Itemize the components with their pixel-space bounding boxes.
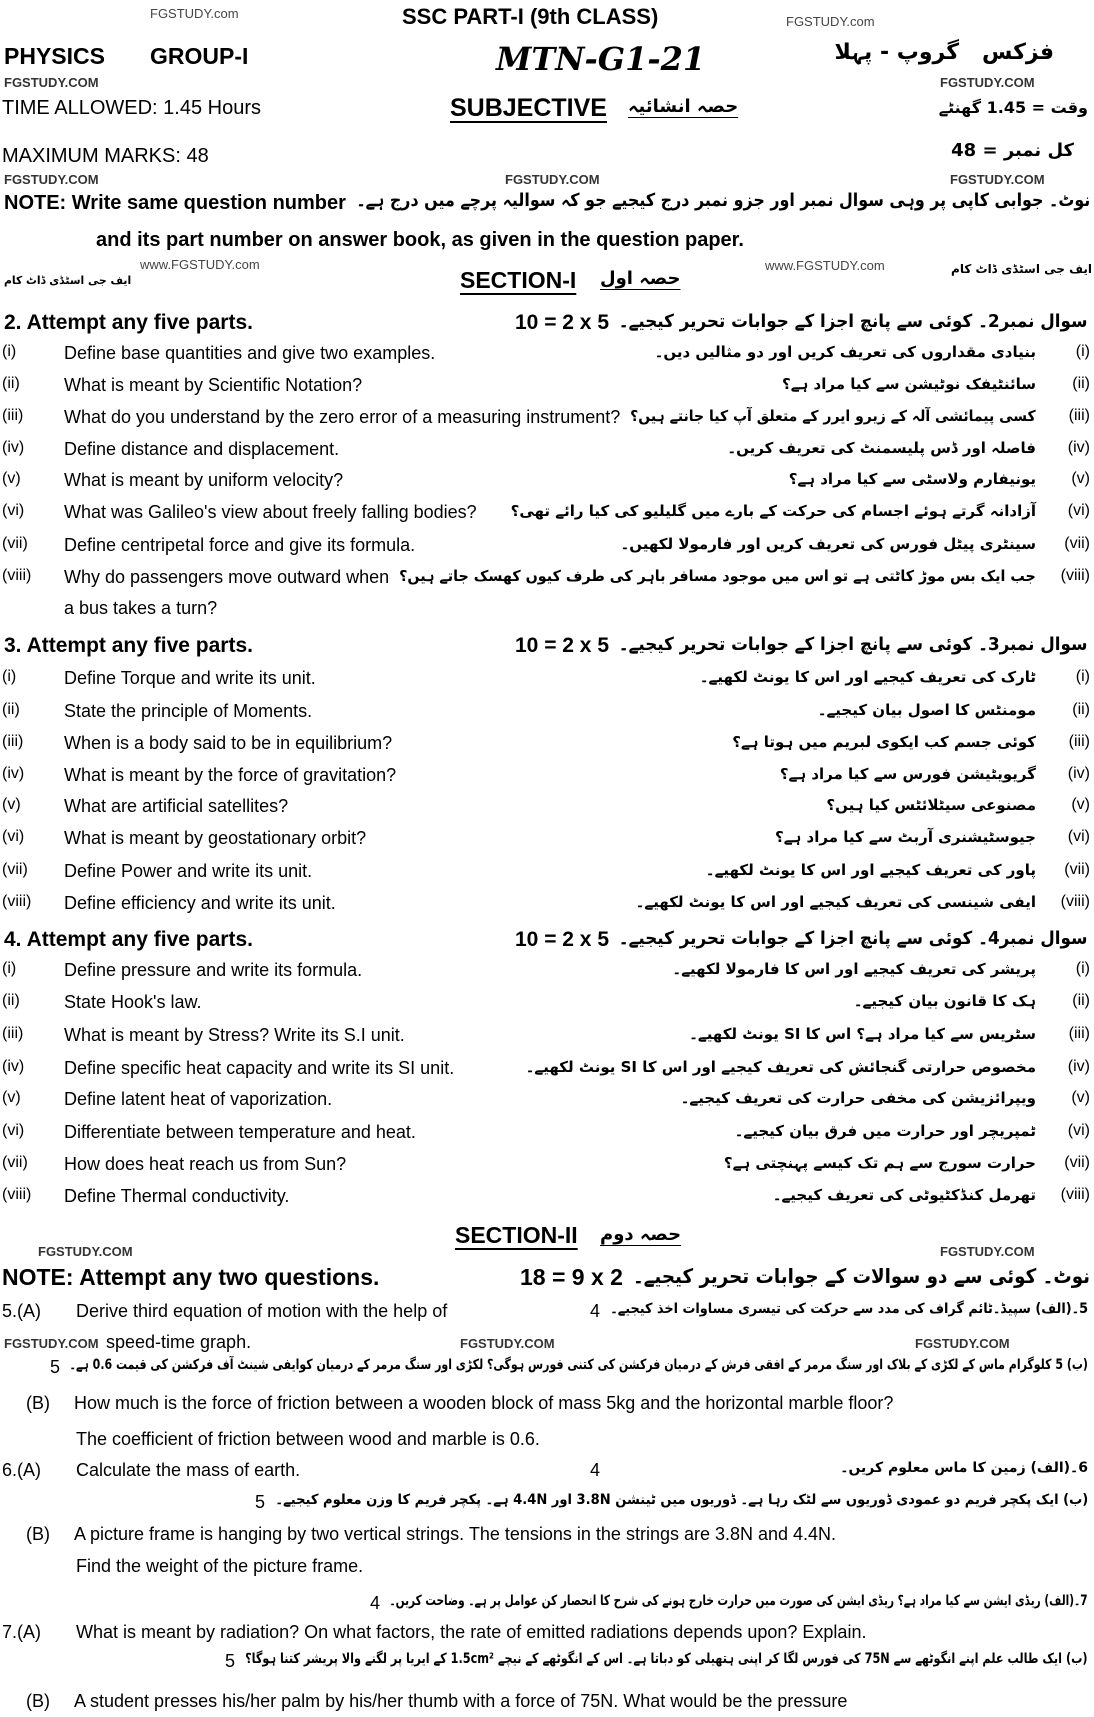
part-text: Define latent heat of vaporization.: [64, 1089, 333, 1109]
part-text: Define pressure and write its formula.: [64, 960, 363, 980]
question-header-urdu: سوال نمبر2۔ کوئی سے پانچ اجزا کے جوابات تحریر کیجیے۔: [619, 311, 1088, 332]
question-marks: 10 = 2 x 5: [515, 634, 609, 657]
note-urdu: نوٹ۔ جوابی کاپی پر وہی سوال نمبر اور جزو نمبر درج کیجیے جو کہ سوالیہ پرچے میں درج ہے۔: [356, 190, 1090, 211]
question-number: (B): [26, 1691, 50, 1711]
part-text-urdu: ٹارک کی تعریف کیجیے اور اس کا یونٹ لکھیے۔: [699, 668, 1036, 686]
part-text-urdu: ہک کا قانون بیان کیجیے۔: [853, 992, 1036, 1010]
watermark: www.FGSTUDY.com: [765, 258, 885, 273]
part-number-urdu: (vii): [1064, 535, 1090, 552]
part-number: (iv): [2, 765, 25, 782]
part-text-urdu: تھرمل کنڈکٹیوٹی کی تعریف کیجیے۔: [772, 1186, 1036, 1204]
part-number: (vii): [2, 535, 28, 552]
question-text: A picture frame is hanging by two vertical strings. The tensions in the strings are 3.8N and 4.4N.: [74, 1524, 837, 1544]
watermark: FGSTUDY.COM: [4, 1336, 99, 1351]
watermark: FGSTUDY.COM: [38, 1244, 133, 1259]
question-header: 2. Attempt any five parts.: [4, 311, 253, 334]
part-number: (ii): [2, 701, 20, 718]
note-line-2: and its part number on answer book, as given in the question paper.: [96, 229, 744, 251]
part-number: (i): [2, 343, 17, 360]
part-text: State the principle of Moments.: [64, 701, 313, 721]
part-number-urdu: (viii): [1060, 1186, 1090, 1203]
part-number-urdu: (iii): [1068, 733, 1090, 750]
part-text: Define Power and write its unit.: [64, 861, 313, 881]
subjective-urdu: حصہ انشائیہ: [628, 96, 739, 117]
part-number-urdu: (vi): [1067, 502, 1090, 519]
watermark: www.FGSTUDY.com: [140, 257, 260, 272]
part-text-urdu: مومنٹس کا اصول بیان کیجیے۔: [817, 701, 1036, 719]
part-text-urdu: مخصوص حرارتی گنجائش کی تعریف کیجیے اور اس کا SI یونٹ لکھیے۔: [525, 1058, 1036, 1076]
watermark: FGSTUDY.COM: [460, 1336, 555, 1351]
part-text-urdu: آزادانہ گرتے ہوئے اجسام کی حرکت کے بارے میں گلیلیو کی کیا رائے تھی؟: [510, 502, 1036, 520]
paper-title: SSC PART-I (9th CLASS): [402, 4, 659, 29]
part-text-urdu: کسی پیمائشی آلہ کے زیرو ایرر کے متعلق آپ کیا جانتے ہیں؟: [630, 407, 1036, 425]
part-text: What is meant by uniform velocity?: [64, 470, 344, 490]
question-number: 5.(A): [2, 1301, 42, 1321]
part-number: (vi): [2, 502, 25, 519]
section-1-title-urdu: حصہ اول: [600, 268, 681, 289]
question-marks: 5: [255, 1492, 266, 1512]
time-allowed: TIME ALLOWED: 1.45 Hours: [2, 97, 261, 119]
part-number-urdu: (iv): [1067, 439, 1090, 456]
part-text-urdu: پریشر کی تعریف کیجیے اور اس کا فارمولا لکھیے۔: [672, 960, 1036, 978]
question-header-urdu: سوال نمبر3۔ کوئی سے پانچ اجزا کے جوابات تحریر کیجیے۔: [619, 634, 1088, 655]
question-marks: 10 = 2 x 5: [515, 311, 609, 334]
part-text-urdu: ٹمپریچر اور حرارت میں فرق بیان کیجیے۔: [734, 1122, 1036, 1140]
part-text: Define Torque and write its unit.: [64, 668, 316, 688]
part-number: (viii): [2, 1186, 32, 1203]
part-text: Define distance and displacement.: [64, 439, 340, 459]
question-header: 4. Attempt any five parts.: [4, 928, 253, 951]
part-number-urdu: (vii): [1064, 861, 1090, 878]
question-text-urdu: 6۔(الف) زمین کا ماس معلوم کریں۔: [840, 1460, 1088, 1476]
part-number: (iii): [2, 407, 24, 424]
watermark: FGSTUDY.com: [150, 6, 239, 21]
subject-group-urdu: [834, 40, 1054, 65]
part-text-urdu: سٹریس سے کیا مراد ہے؟ اس کا SI یونٹ لکھیے۔: [689, 1025, 1036, 1043]
question-number: (B): [26, 1393, 50, 1413]
part-number-urdu: (v): [1071, 470, 1090, 487]
part-text-urdu: گریویٹیشن فورس سے کیا مراد ہے؟: [779, 765, 1036, 783]
part-text: What are artificial satellites?: [64, 796, 289, 816]
subject-urdu: فزکس: [982, 40, 1054, 65]
part-number: (vi): [2, 828, 25, 845]
part-text: Why do passengers move outward when: [64, 567, 390, 587]
part-number: (v): [2, 470, 21, 487]
part-number: (iv): [2, 439, 25, 456]
part-number-urdu: (i): [1075, 668, 1090, 685]
question-text: Calculate the mass of earth.: [76, 1460, 301, 1480]
part-number-urdu: (i): [1075, 343, 1090, 360]
part-text: Define specific heat capacity and write its SI unit.: [64, 1058, 455, 1078]
part-text: What is meant by Stress? Write its S.I unit.: [64, 1025, 405, 1045]
part-number-urdu: (ii): [1072, 992, 1090, 1009]
part-text-continued: a bus takes a turn?: [64, 598, 218, 618]
part-text: Differentiate between temperature and heat.: [64, 1122, 416, 1142]
section-2-note: NOTE: Attempt any two questions.: [2, 1264, 380, 1290]
part-number: (v): [2, 1089, 21, 1106]
question-text: Derive third equation of motion with the help of: [76, 1301, 448, 1321]
part-text-urdu: جیوسٹیشنری آربٹ سے کیا مراد ہے؟: [775, 828, 1036, 846]
section-2-marks: 18 = 9 x 2: [520, 1264, 623, 1290]
part-number-urdu: (viii): [1060, 893, 1090, 910]
question-number: 7.(A): [2, 1622, 42, 1642]
part-text-urdu: حرارت سورج سے ہم تک کیسے پہنچتی ہے؟: [723, 1154, 1036, 1172]
part-text-urdu: ایفی شینسی کی تعریف کیجیے اور اس کا یونٹ لکھیے۔: [635, 893, 1036, 911]
question-text-urdu: (ب) ایک طالب علم اپنے انگوٹھے سے 75N کی فورس لگا کر اپنی ہتھیلی کو دباتا ہے۔ اس کے انگوٹھے کے نیچے 1.5cm² کے ایریا پر لگنے والا پریشر کتنا ہوگا؟: [245, 1651, 1088, 1667]
part-number-urdu: (v): [1071, 796, 1090, 813]
section-2-title: SECTION-II: [455, 1222, 578, 1248]
part-number-urdu: (ii): [1072, 375, 1090, 392]
subject: PHYSICS: [4, 43, 105, 69]
paper-code: MTN-G1-21: [496, 40, 706, 78]
part-text: Define efficiency and write its unit.: [64, 893, 336, 913]
question-number: 6.(A): [2, 1460, 42, 1480]
watermark: FGSTUDY.COM: [940, 1244, 1035, 1259]
question-text: The coefficient of friction between wood and marble is 0.6.: [76, 1429, 540, 1449]
section-2-title-urdu: حصہ دوم: [600, 1224, 682, 1245]
question-marks: 4: [370, 1593, 381, 1613]
question-text: What is meant by radiation? On what factors, the rate of emitted radiations depends upon? Explain.: [76, 1622, 867, 1642]
question-text-urdu: 7۔(الف) ریڈی ایشن سے کیا مراد ہے؟ ریڈی ایشن کی صورت میں حرارت خارج ہونے کی شرح کا انحصار کن عوامل پر ہے۔ وضاحت کریں۔: [389, 1593, 1088, 1609]
part-text: What do you understand by the zero error of a measuring instrument?: [64, 407, 621, 427]
question-text: How much is the force of friction between a wooden block of mass 5kg and the horizontal marble floor?: [74, 1393, 894, 1413]
question-text: Find the weight of the picture frame.: [76, 1556, 364, 1576]
part-text-urdu: سائنٹیفک نوٹیشن سے کیا مراد ہے؟: [782, 375, 1036, 393]
question-marks: 5: [50, 1357, 61, 1377]
question-text-urdu: (ب) ایک پکچر فریم دو عمودی ڈوریوں سے لٹک رہا ہے۔ ڈوریوں میں ٹینشن 3.8N اور 4.4N ہے۔ پکچر فریم کا وزن معلوم کیجیے۔: [275, 1492, 1088, 1508]
part-text: What is meant by the force of gravitation?: [64, 765, 397, 785]
part-number: (viii): [2, 567, 32, 584]
part-number-urdu: (v): [1071, 1089, 1090, 1106]
part-text-urdu: ویپرائزیشن کی مخفی حرارت کی تعریف کیجیے۔: [680, 1089, 1036, 1107]
part-number-urdu: (vi): [1067, 828, 1090, 845]
question-number: (B): [26, 1524, 50, 1544]
question-marks: 4: [590, 1460, 601, 1480]
part-number-urdu: (iii): [1068, 407, 1090, 424]
question-marks: 4: [590, 1301, 601, 1321]
part-number-urdu: (iii): [1068, 1025, 1090, 1042]
part-text-urdu: فاصلہ اور ڈس پلیسمنٹ کی تعریف کریں۔: [727, 439, 1036, 457]
question-header-urdu: سوال نمبر4۔ کوئی سے پانچ اجزا کے جوابات تحریر کیجیے۔: [619, 928, 1088, 949]
part-text: What is meant by Scientific Notation?: [64, 375, 363, 395]
part-text-urdu: جب ایک بس موڑ کاٹتی ہے تو اس میں موجود مسافر باہر کی طرف کیوں کھسک جاتے ہیں؟: [399, 567, 1036, 585]
part-text: Define Thermal conductivity.: [64, 1186, 290, 1206]
question-marks: 5: [225, 1651, 236, 1671]
part-number: (ii): [2, 375, 20, 392]
part-number: (ii): [2, 992, 20, 1009]
watermark: FGSTUDY.COM: [4, 75, 99, 90]
part-number: (viii): [2, 893, 32, 910]
note-line-1: NOTE: Write same question number: [4, 192, 346, 214]
part-text-urdu: مصنوعی سیٹلائٹس کیا ہیں؟: [826, 796, 1036, 814]
section-2-note-urdu: نوٹ۔ کوئی سے دو سوالات کے جوابات تحریر کیجیے۔: [632, 1264, 1090, 1288]
watermark: FGSTUDY.com: [786, 14, 875, 29]
part-number: (i): [2, 668, 17, 685]
part-text-urdu: کوئی جسم کب ایکوی لبریم میں ہوتا ہے؟: [732, 733, 1036, 751]
watermark: FGSTUDY.COM: [915, 1336, 1010, 1351]
part-number-urdu: (vi): [1067, 1122, 1090, 1139]
part-text-urdu: یونیفارم ولاسٹی سے کیا مراد ہے؟: [788, 470, 1036, 488]
time-allowed-urdu: وقت = 1.45 گھنٹے: [938, 98, 1088, 117]
watermark-urdu: ایف جی اسٹڈی ڈاٹ کام: [3, 274, 132, 287]
part-text: When is a body said to be in equilibrium?: [64, 733, 393, 753]
part-number: (vii): [2, 1154, 28, 1171]
subjective-heading: SUBJECTIVE: [450, 94, 607, 122]
part-number-urdu: (i): [1075, 960, 1090, 977]
maximum-marks-urdu: کل نمبر = 48: [951, 140, 1074, 161]
part-number: (iv): [2, 1058, 25, 1075]
part-number-urdu: (iv): [1067, 1058, 1090, 1075]
watermark: FGSTUDY.COM: [950, 172, 1045, 187]
part-number: (vi): [2, 1122, 25, 1139]
watermark: FGSTUDY.COM: [4, 172, 99, 187]
question-marks: 10 = 2 x 5: [515, 928, 609, 951]
watermark: FGSTUDY.COM: [505, 172, 600, 187]
part-text: Define centripetal force and give its formula.: [64, 535, 416, 555]
part-text: How does heat reach us from Sun?: [64, 1154, 347, 1174]
part-text: State Hook's law.: [64, 992, 202, 1012]
part-number: (iii): [2, 1025, 24, 1042]
question-text: A student presses his/her palm by his/her thumb with a force of 75N. What would be the pressure: [74, 1691, 848, 1711]
question-text: speed-time graph.: [106, 1332, 252, 1352]
part-number-urdu: (ii): [1072, 701, 1090, 718]
part-text: What was Galileo's view about freely falling bodies?: [64, 502, 477, 522]
part-text-urdu: سینٹری پیٹل فورس کی تعریف کریں اور فارمولا لکھیں۔: [620, 535, 1036, 553]
part-text-urdu: پاور کی تعریف کیجیے اور اس کا یونٹ لکھیے۔: [705, 861, 1036, 879]
section-1-title: SECTION-I: [460, 267, 577, 293]
watermark-urdu: ایف جی اسٹڈی ڈاٹ کام: [951, 262, 1092, 276]
question-text-urdu: (ب) 5 کلوگرام ماس کے لکڑی کے بلاک اور سنگ مرمر کے افقی فرش کے درمیان فرکشن کی کتنی فورس ہوگی؟ لکڑی اور سنگ مرمر کے درمیان کوایفی شینٹ آف فرکشن کی قیمت 0.6 ہے۔: [69, 1357, 1088, 1373]
part-number-urdu: (viii): [1060, 567, 1090, 584]
part-number-urdu: (iv): [1067, 765, 1090, 782]
part-number: (vii): [2, 861, 28, 878]
part-number: (v): [2, 796, 21, 813]
part-text: What is meant by geostationary orbit?: [64, 828, 367, 848]
part-number: (iii): [2, 733, 24, 750]
part-text: Define base quantities and give two examples.: [64, 343, 436, 363]
part-number-urdu: (vii): [1064, 1154, 1090, 1171]
question-text-urdu: 5۔(الف) سپیڈ۔ٹائم گراف کی مدد سے حرکت کی تیسری مساوات اخذ کیجیے۔: [610, 1301, 1088, 1317]
maximum-marks: MAXIMUM MARKS: 48: [2, 145, 209, 167]
part-number: (i): [2, 960, 17, 977]
question-header: 3. Attempt any five parts.: [4, 634, 253, 657]
group: GROUP-I: [150, 43, 249, 69]
group-urdu: گروپ - پہلا: [834, 40, 960, 65]
watermark: FGSTUDY.COM: [940, 75, 1035, 90]
part-text-urdu: بنیادی مقداروں کی تعریف کریں اور دو مثالیں دیں۔: [654, 343, 1036, 361]
